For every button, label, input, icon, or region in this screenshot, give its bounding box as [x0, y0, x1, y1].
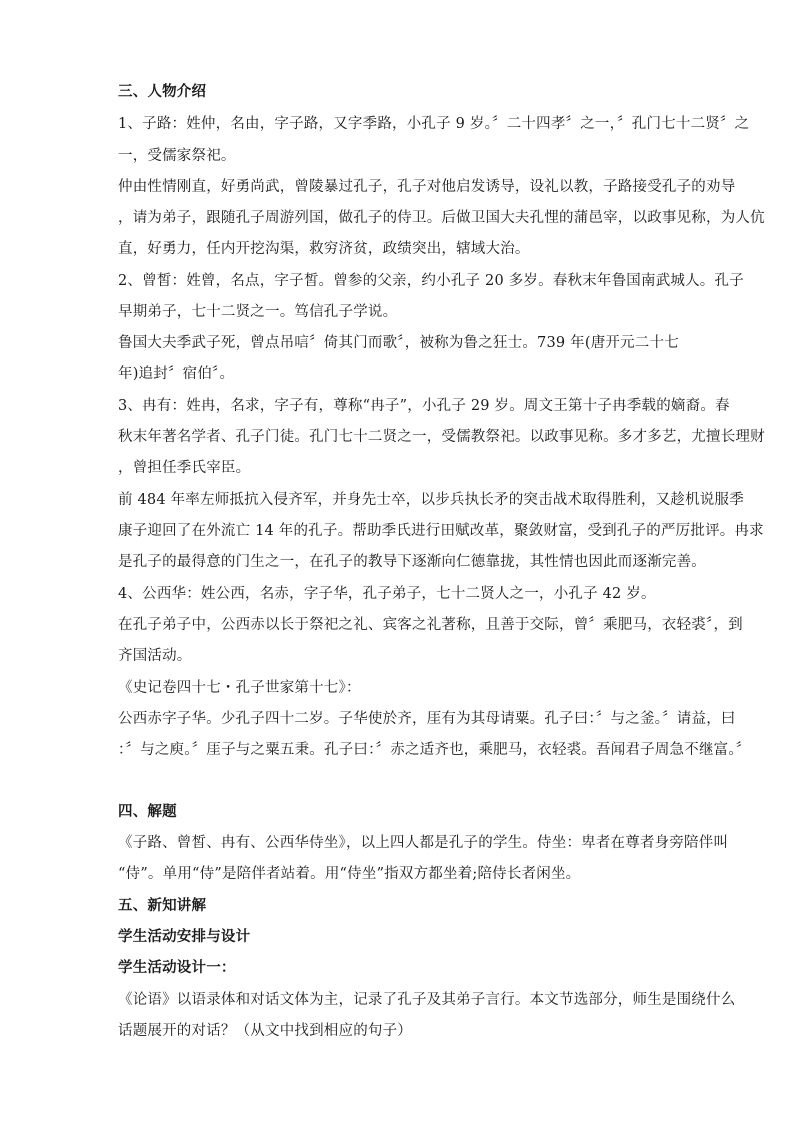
ranyou-intro-line1: 3、冉有：姓冉，名求，字子有，尊称“冉子”，小孔子 29 岁。周文王第十子冉季载的嫡裔。春 [118, 398, 730, 414]
gongxihua-bio-line2: 齐国活动。 [118, 648, 192, 664]
shiji-quote-line1: 公西赤字子华。少孔子四十二岁。子华使於齐，厓有为其母请粟。孔子曰：〞与之釜。〞请益，曰 [118, 711, 736, 727]
zengxi-bio-line2: 年)追封〞宿伯〞。 [118, 366, 235, 382]
zilu-bio-line1: 仲由性情刚直，好勇尚武，曾陵暴过孔子，孔子对他启发诱导，设礼以教，子路接受孔子的劝导 [118, 179, 736, 195]
ranyou-intro-line3: ，曾担任季氏宰臣。 [118, 460, 251, 476]
gongxihua-intro-line1: 4、公西华：姓公西，名赤，字子华，孔子弟子，七十二贤人之一，小孔子 42 岁。 [118, 586, 656, 602]
zilu-intro-line1: 1、子路：姓仲，名由，字子路，又字季路，小孔子 9 岁。〞二十四孝〞之一，〞孔门七十二贤〞之 [118, 116, 750, 132]
activity-one-line2: 话题展开的对话？（从文中找到相应的句子） [118, 1023, 412, 1039]
title-explanation-line2: “侍”。单用“侍”是陪伴者站着。用“侍坐”指双方都坐着;陪侍长者闲坐。 [118, 866, 581, 882]
section-heading-title-explanation: 四、解题 [118, 804, 177, 820]
gongxihua-bio-line1: 在孔子弟子中，公西赤以长于祭祀之礼、宾客之礼著称，且善于交际，曾〞乘肥马，衣轻裘〞，到 [118, 617, 743, 633]
ranyou-bio-line1: 前 484 年率左师抵抗入侵齐军，并身先士卒，以步兵执长矛的突击战术取得胜利，又趁机说服季 [118, 492, 744, 508]
section-heading-characters: 三、人物介绍 [118, 84, 207, 100]
title-explanation-line1: 《子路、曾皙、冉有、公西华侍坐》，以上四人都是孔子的学生。侍坐：卑者在尊者身旁陪伴叫 [118, 835, 729, 851]
shiji-quote-line2: ：〞与之庾。〞厓子与之粟五秉。孔子曰：〞赤之适齐也，乘肥马，衣轻裘。吾闻君子周急不继富。〞 [118, 742, 751, 758]
subheading-student-activities: 学生活动安排与设计 [118, 929, 251, 945]
zilu-bio-line2: ，请为弟子，跟随孔子周游列国，做孔子的侍卫。后做卫国大夫孔悝的蒲邑宰，以政事见称，为人伉 [118, 210, 765, 226]
zilu-intro-line2: 一，受儒家祭祀。 [118, 148, 236, 164]
ranyou-intro-line2: 秋末年著名学者、孔子门徒。孔门七十二贤之一，受儒教祭祀。以政事见称。多才多艺，尤擅长理财 [118, 429, 765, 445]
zengxi-intro-line1: 2、曾皙：姓曾，名点，字子皙。曾参的父亲，约小孔子 20 多岁。春秋末年鲁国南武城人。孔子 [118, 273, 744, 289]
ranyou-bio-line3: 是孔子的最得意的门生之一，在孔子的教导下逐渐向仁德靠拢，其性情也因此而逐渐完善。 [118, 554, 706, 570]
zengxi-bio-line1: 鲁国大夫季武子死，曾点吊唁〞倚其门而歌〞，被称为鲁之狂士。739 年(唐开元二十七 [118, 335, 679, 351]
zengxi-intro-line2: 早期弟子，七十二贤之一。笃信孔子学说。 [118, 304, 398, 320]
subheading-activity-one: 学生活动设计一： [118, 960, 236, 976]
shiji-citation: 《史记卷四十七・孔子世家第十七》： [118, 680, 361, 696]
section-heading-new-knowledge: 五、新知讲解 [118, 898, 207, 914]
zilu-bio-line3: 直，好勇力，任内开挖沟渠，救穷济贫，政绩突出，辖域大治。 [118, 241, 530, 257]
activity-one-line1: 《论语》以语录体和对话文体为主，记录了孔子及其弟子言行。本文节选部分，师生是围绕什么 [118, 992, 736, 1008]
ranyou-bio-line2: 康子迎回了在外流亡 14 年的孔子。帮助季氏进行田赋改革，聚敛财富，受到孔子的严厉批评。冉求 [118, 523, 764, 539]
